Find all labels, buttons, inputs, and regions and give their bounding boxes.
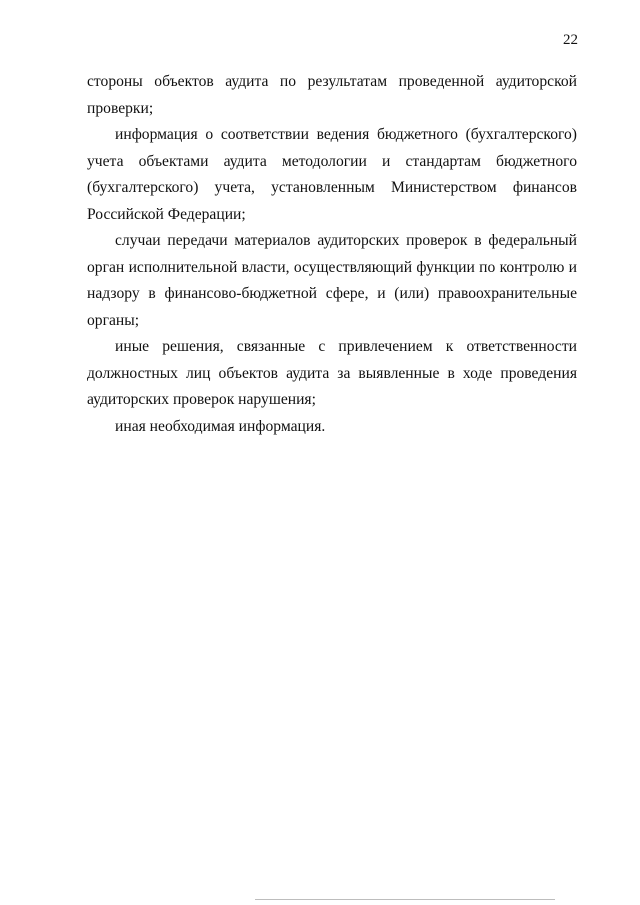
text-line: надзору в финансово-бюджетной сфере, и (или) правоохранительные	[87, 285, 577, 302]
text-line: органы;	[87, 311, 140, 329]
text-line: Российской Федерации;	[87, 205, 246, 223]
paragraph-accounting-compliance	[87, 122, 577, 228]
text-line: учета объектами аудита методологии и стандартам бюджетного	[87, 152, 577, 170]
text-line: аудиторских проверок нарушения;	[87, 391, 316, 408]
text-line: орган исполнительной власти, осуществляющий функции по контролю и	[87, 258, 577, 276]
paragraph-materials-transfer	[87, 228, 577, 334]
paragraph-other-decisions	[87, 334, 577, 414]
text-line: иная необходимая информация.	[115, 417, 326, 435]
scan-edge-line	[255, 899, 555, 900]
text-line: стороны объектов аудита по результатам проведенной аудиторской	[87, 73, 577, 90]
text-line: информация о соответствии ведения бюджетного (бухгалтерского)	[115, 126, 577, 143]
text-line: случаи передачи материалов аудиторских проверок в федеральный	[115, 232, 577, 249]
paragraph-other-information	[87, 414, 577, 441]
text-line: должностных лиц объектов аудита за выявленные в ходе проведения	[87, 364, 577, 382]
text-line: иные решения, связанные с привлечением к ответственности	[115, 338, 577, 355]
text-line: (бухгалтерского) учета, установленным Министерством финансов	[87, 179, 577, 196]
text-line: проверки;	[87, 99, 154, 117]
page-number: 22	[563, 32, 578, 48]
document-body	[87, 69, 577, 440]
paragraph-audit-results	[87, 69, 577, 122]
